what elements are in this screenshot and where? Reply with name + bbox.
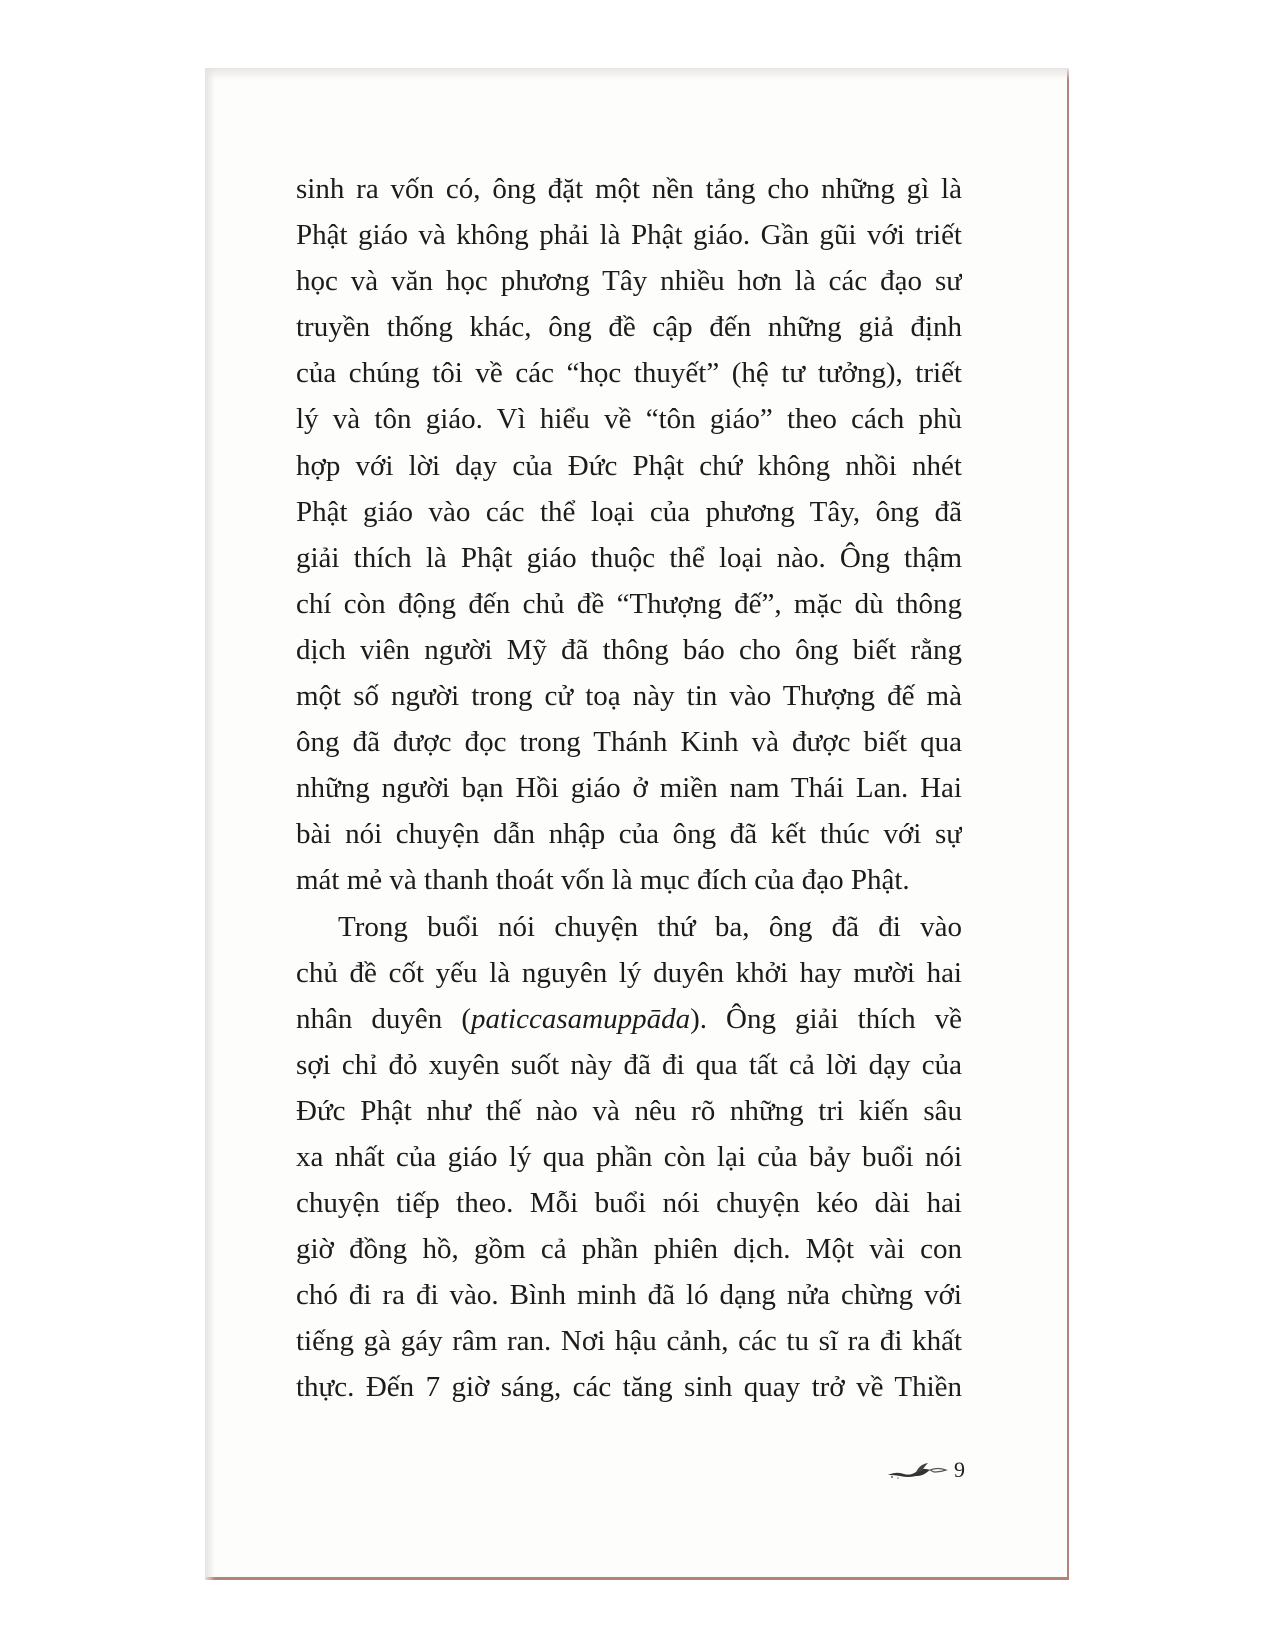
page-shadow-top (205, 68, 1069, 80)
page-number: 9 (954, 1457, 965, 1482)
text-line: bài nói chuyện dẫn nhập của ông đã kết thúc với sự (296, 818, 962, 851)
text-line: thực. Đến 7 giờ sáng, các tăng sinh quay trở về Thiền (296, 1371, 962, 1404)
text-line: giờ đồng hồ, gồm cả phần phiên dịch. Một vài con (296, 1233, 962, 1266)
text-line-with-term (296, 996, 962, 1042)
text-line: lý và tôn giáo. Vì hiểu về “tôn giáo” theo cách phù (296, 403, 962, 436)
paragraph-2-first-line: Trong buổi nói chuyện thứ ba, ông đã đi vào (338, 910, 962, 943)
text-line: những người bạn Hồi giáo ở miền nam Thái Lan. Hai (296, 772, 962, 805)
bird-ornament-icon (886, 1461, 950, 1481)
text-line: truyền thống khác, ông đề cập đến những giả định (296, 311, 962, 344)
pali-term: paticcasamuppāda (471, 1002, 691, 1035)
text-line: xa nhất của giáo lý qua phần còn lại của bảy buổi nói (296, 1140, 962, 1173)
text-line-last: mát mẻ và thanh thoát vốn là mục đích của đạo Phật. (296, 864, 910, 897)
text-line: một số người trong cử toạ này tin vào Thượng đế mà (296, 680, 962, 713)
text-line: chí còn động đến chủ đề “Thượng đế”, mặc dù thông (296, 587, 962, 620)
page-shadow-left (205, 68, 215, 1580)
text-line: Đức Phật như thế nào và nêu rõ những tri kiến sâu (296, 1094, 962, 1127)
text-segment: ). Ông giải thích về (690, 1002, 962, 1035)
text-line: của chúng tôi về các “học thuyết” (hệ tư tưởng), triết (296, 357, 962, 390)
text-line: hợp với lời dạy của Đức Phật chứ không nhồi nhét (296, 449, 962, 482)
text-line: Phật giáo và không phải là Phật giáo. Gần gũi với triết (296, 219, 962, 252)
text-line: chuyện tiếp theo. Mỗi buổi nói chuyện kéo dài hai (296, 1187, 962, 1220)
text-line: giải thích là Phật giáo thuộc thể loại nào. Ông thậm (296, 541, 962, 574)
text-line: dịch viên người Mỹ đã thông báo cho ông biết rằng (296, 633, 962, 666)
text-segment: nhân duyên ( (296, 1002, 471, 1035)
text-line: tiếng gà gáy râm ran. Nơi hậu cảnh, các tu sĩ ra đi khất (296, 1325, 962, 1358)
text-line: ông đã được đọc trong Thánh Kinh và được biết qua (296, 726, 962, 759)
page-footer (886, 1455, 976, 1485)
text-line: chủ đề cốt yếu là nguyên lý duyên khởi hay mười hai (296, 956, 962, 989)
text-line: sinh ra vốn có, ông đặt một nền tảng cho những gì là (296, 173, 962, 205)
body-text (296, 166, 962, 1411)
text-line: sợi chỉ đỏ xuyên suốt này đã đi qua tất cả lời dạy của (296, 1048, 962, 1081)
text-line: Phật giáo vào các thể loại của phương Tây, ông đã (296, 495, 962, 528)
text-line: chó đi ra đi vào. Bình minh đã ló dạng nửa chừng với (296, 1279, 962, 1312)
text-line: học và văn học phương Tây nhiều hơn là các đạo sư (296, 265, 962, 298)
